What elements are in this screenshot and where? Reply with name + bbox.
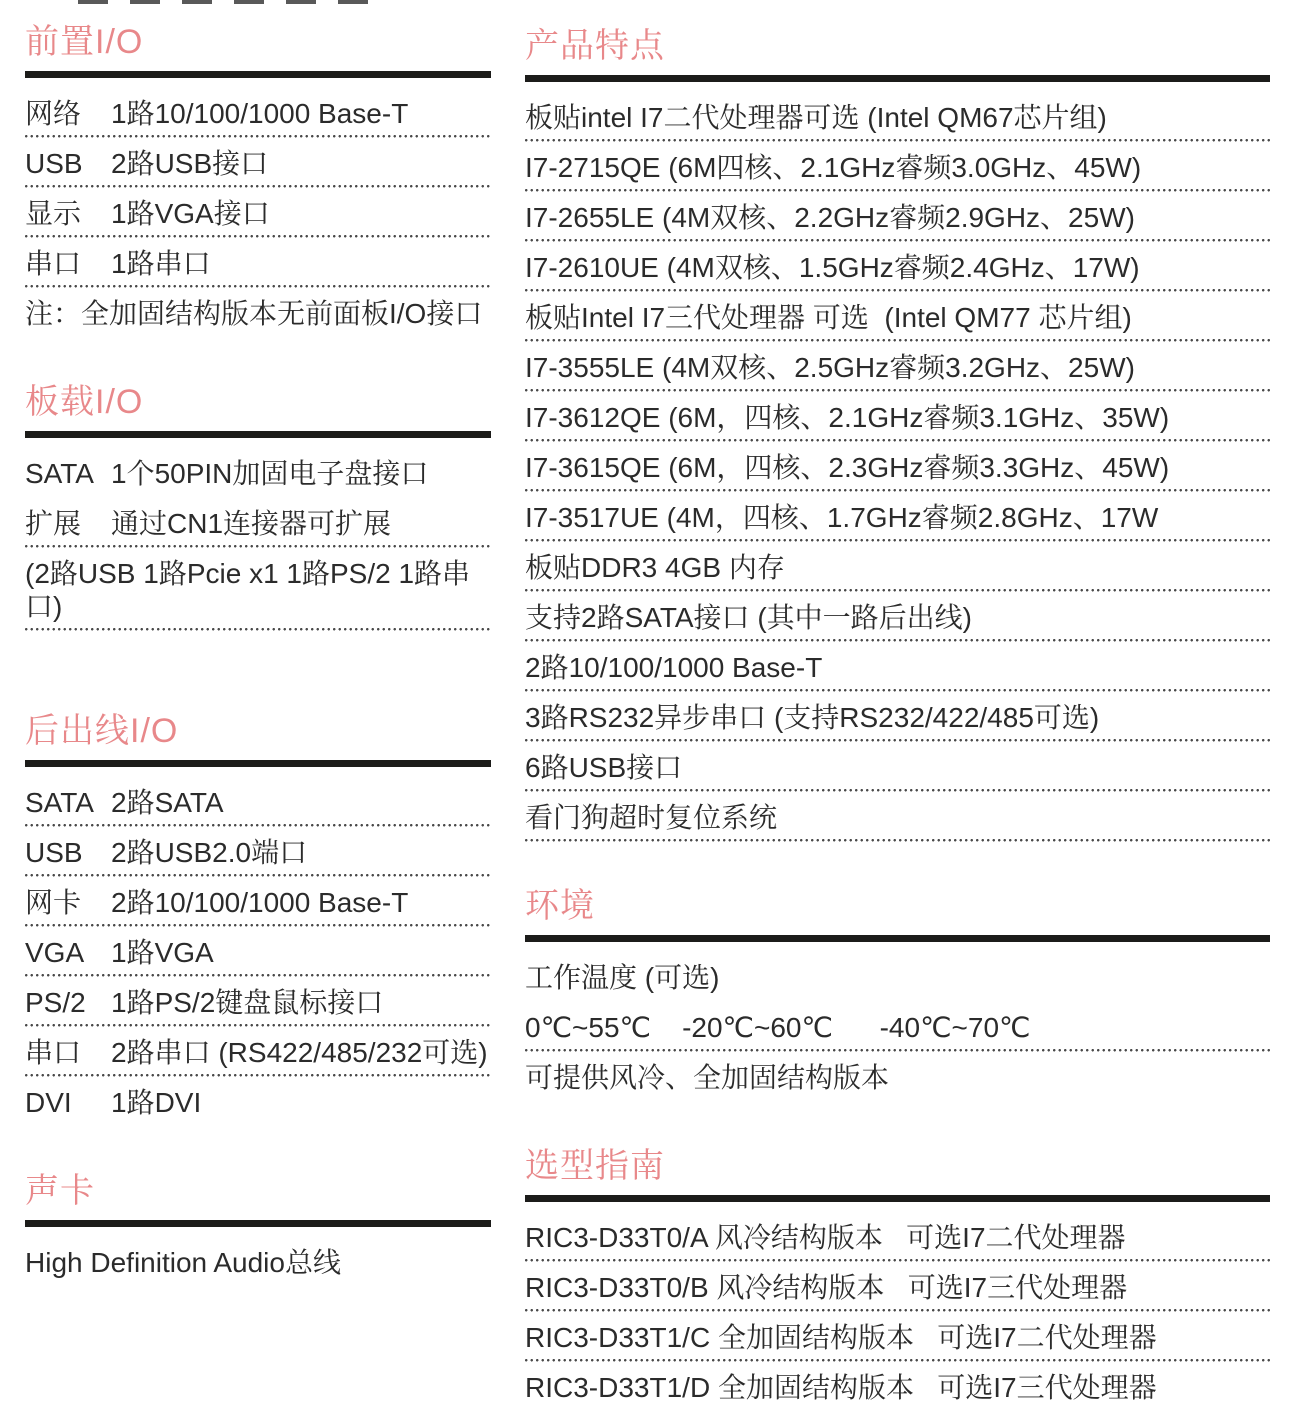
section-rear-io: [25, 711, 491, 1127]
section-title: 环境: [525, 887, 595, 925]
spec-row: [25, 827, 491, 877]
spec-value: 1路PS/2键盘鼠标接口: [111, 987, 384, 1018]
spec-value: 2路USB2.0端口: [111, 837, 308, 868]
spec-row: [525, 592, 1270, 642]
spec-row: [25, 1077, 491, 1127]
spec-row: [525, 542, 1270, 592]
spec-text: 板贴Intel I7三代处理器 可选 (Intel QM77 芯片组): [525, 302, 1132, 333]
spec-label: 串口: [25, 1037, 82, 1068]
spec-text: 可提供风冷、全加固结构版本: [525, 1062, 890, 1093]
spec-row: [525, 492, 1270, 542]
spec-row: [525, 952, 1270, 1002]
spec-row: [525, 292, 1270, 342]
spec-value: 1路串口: [111, 248, 211, 279]
section-rows: [525, 942, 1270, 1102]
spec-row: [25, 977, 491, 1027]
spec-row: [525, 642, 1270, 692]
section-features: [525, 26, 1270, 842]
spec-label: VGA: [25, 937, 85, 968]
spec-label: 网卡: [25, 887, 82, 918]
spec-text: I7-2610UE (4M双核、1.5GHz睿频2.4GHz、17W): [525, 252, 1140, 283]
spec-text: 板贴DDR3 4GB 内存: [525, 552, 785, 583]
spec-label: USB: [25, 837, 83, 868]
spec-row: [25, 498, 491, 548]
section-underline: [25, 431, 491, 438]
spec-value: 1路10/100/1000 Base-T: [111, 98, 409, 129]
spec-row: [525, 142, 1270, 192]
section-selection-guide: [525, 1146, 1270, 1412]
spec-text: 2路10/100/1000 Base-T: [525, 652, 823, 683]
section-title: 声卡: [25, 1172, 95, 1210]
section-underline: [25, 760, 491, 767]
spec-text: 0℃~55℃ -20℃~60℃ -40℃~70℃: [525, 1012, 1031, 1043]
spec-text: I7-3615QE (6M，四核、2.3GHz睿频3.3GHz、45W): [525, 452, 1170, 483]
spec-text: 注：全加固结构版本无前面板I/O接口: [25, 298, 483, 329]
spec-text: I7-3517UE (4M，四核、1.7GHz睿频2.8GHz、17W: [525, 502, 1159, 533]
section-rows: [25, 438, 491, 631]
left-column: [25, 0, 491, 1331]
spec-label: USB: [25, 148, 83, 179]
spec-row: [525, 1002, 1270, 1052]
spec-text: 看门狗超时复位系统: [525, 802, 778, 833]
spec-row: [525, 242, 1270, 292]
spec-row: [25, 877, 491, 927]
spec-row: [525, 1212, 1270, 1262]
spec-value: 2路10/100/1000 Base-T: [111, 887, 409, 918]
spec-value: 1路DVI: [111, 1087, 202, 1118]
spec-label: SATA: [25, 458, 94, 489]
section-front-io: [25, 22, 491, 338]
section-underline: [25, 1220, 491, 1227]
section-title: 板载I/O: [25, 383, 144, 421]
spec-label: 扩展: [25, 508, 82, 539]
spec-value: 1路VGA接口: [111, 198, 270, 229]
section-rows: [25, 78, 491, 338]
spec-row: [25, 188, 491, 238]
spec-row: [25, 927, 491, 977]
spec-text: 支持2路SATA接口 (其中一路后出线): [525, 602, 972, 633]
section-rows: [25, 767, 491, 1127]
section-title: 产品特点: [525, 27, 665, 65]
spec-text: 板贴intel I7二代处理器可选 (Intel QM67芯片组): [525, 102, 1107, 133]
spec-text: I7-3612QE (6M，四核、2.1GHz睿频3.1GHz、35W): [525, 402, 1170, 433]
spec-row: [25, 288, 491, 338]
spec-value: 2路SATA: [111, 787, 224, 818]
section-underline: [525, 75, 1270, 82]
spec-text: 工作温度 (可选): [525, 962, 720, 993]
spec-text: RIC3-D33T1/C 全加固结构版本 可选I7二代处理器: [525, 1322, 1157, 1353]
section-underline: [525, 1195, 1270, 1202]
spec-text: RIC3-D33T0/B 风冷结构版本 可选I7三代处理器: [525, 1272, 1128, 1303]
spec-value: 2路USB接口: [111, 148, 269, 179]
spec-row: [525, 92, 1270, 142]
spec-row: [25, 88, 491, 138]
section-environment: [525, 886, 1270, 1102]
spec-row: [525, 1362, 1270, 1412]
spec-label: PS/2: [25, 987, 86, 1018]
spec-text: RIC3-D33T1/D 全加固结构版本 可选I7三代处理器: [525, 1372, 1157, 1403]
spec-row: [525, 342, 1270, 392]
section-audio: [25, 1171, 491, 1287]
spec-text: I7-3555LE (4M双核、2.5GHz睿频3.2GHz、25W): [525, 352, 1135, 383]
spec-label: SATA: [25, 787, 94, 818]
spec-row: [525, 392, 1270, 442]
spec-value: 1个50PIN加固电子盘接口: [111, 458, 429, 489]
section-rows: [525, 82, 1270, 842]
spec-row: [25, 138, 491, 188]
spec-row: [25, 1027, 491, 1077]
spec-row: [525, 742, 1270, 792]
spec-text: I7-2655LE (4M双核、2.2GHz睿频2.9GHz、25W): [525, 202, 1135, 233]
spec-text: I7-2715QE (6M四核、2.1GHz睿频3.0GHz、45W): [525, 152, 1142, 183]
spec-value: 通过CN1连接器可扩展: [111, 508, 392, 539]
right-column: [525, 0, 1270, 1420]
spec-row: [525, 442, 1270, 492]
spec-row: [525, 192, 1270, 242]
spec-text: 6路USB接口: [525, 752, 683, 783]
section-rows: [25, 1227, 491, 1287]
section-title: 选型指南: [525, 1147, 665, 1185]
spec-row: [25, 238, 491, 288]
spec-row: [525, 1262, 1270, 1312]
section-underline: [525, 935, 1270, 942]
spec-text: 3路RS232异步串口 (支持RS232/422/485可选): [525, 702, 1100, 733]
section-title: 后出线I/O: [25, 712, 179, 750]
spec-row: [25, 448, 491, 498]
section-title: 前置I/O: [25, 23, 144, 61]
spec-value: 2路串口 (RS422/485/232可选): [111, 1037, 488, 1068]
spec-row: [525, 1312, 1270, 1362]
spec-text: RIC3-D33T0/A 风冷结构版本 可选I7二代处理器: [525, 1222, 1126, 1253]
spec-label: DVI: [25, 1087, 72, 1118]
spec-label: 网络: [25, 98, 82, 129]
section-underline: [25, 71, 491, 78]
spec-label: 显示: [25, 198, 82, 229]
spec-row: [25, 1237, 491, 1287]
spec-row: [525, 1052, 1270, 1102]
spec-row: [25, 548, 491, 631]
spec-row: [25, 777, 491, 827]
spec-value: 1路VGA: [111, 937, 214, 968]
section-onboard-io: [25, 382, 491, 631]
spec-label: 串口: [25, 248, 82, 279]
spec-text: (2路USB 1路Pcie x1 1路PS/2 1路串口): [25, 558, 471, 622]
spec-row: [525, 692, 1270, 742]
spec-text: High Definition Audio总线: [25, 1247, 341, 1278]
spec-row: [525, 792, 1270, 842]
section-rows: [525, 1202, 1270, 1412]
